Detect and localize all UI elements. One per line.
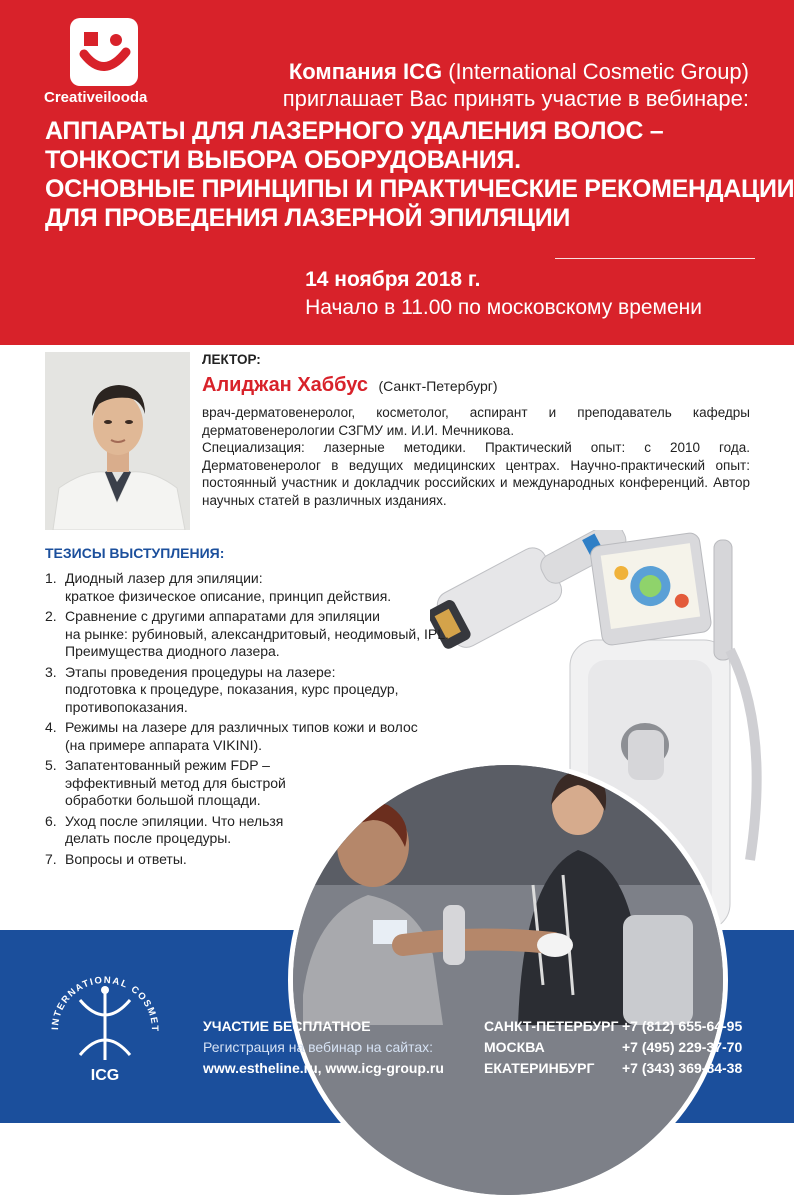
- item-text: Запатентованный режим FDP – эффективный метод для быстрой обработки большой площади.: [65, 757, 286, 808]
- item-text: Вопросы и ответы.: [65, 850, 187, 867]
- phones-list: [622, 1016, 742, 1079]
- icg-logo-icon: [40, 960, 170, 1090]
- company-name: Компания ICG: [288, 59, 443, 84]
- smile-logo-icon: [70, 18, 138, 86]
- item-text: Сравнение с другими аппаратами для эпиляции на рынке: рубиновый, александритовый, неодимовый, IPL. Преимущества диодного лазера.: [65, 608, 449, 659]
- item-text: Уход после эпиляции. Что нельзя делать после процедуры.: [65, 812, 284, 846]
- item-number: 7.: [45, 850, 57, 867]
- procedure-photo-icon: [293, 765, 723, 1195]
- emblem-abbr: ICG: [90, 1067, 120, 1084]
- title-line: ДЛЯ ПРОВЕДЕНИЯ ЛАЗЕРНОЙ ЭПИЛЯЦИИ: [45, 204, 571, 232]
- item-number: 5.: [45, 757, 57, 773]
- list-item: [45, 719, 465, 754]
- webinar-title: [45, 117, 794, 233]
- lecturer-photo: [45, 352, 190, 530]
- phone[interactable]: +7 (812) 655-64-95: [622, 1018, 743, 1034]
- company-invite: [283, 58, 749, 112]
- webinar-start-time: Начало в 11.00 по московскому времени: [305, 296, 702, 319]
- lecturer-label: ЛЕКТОР:: [202, 352, 261, 367]
- free-participation: УЧАСТИЕ БЕСПЛАТНОЕ: [203, 1018, 371, 1034]
- bio-paragraph: Специализация: лазерные методики. Практический опыт: с 2010 года. Дерматовенеролог в ведущих медицинских центрах. Научно-практический опыт: постоянный участник и докладчик российских и международных конференций. Автор научных статей в различных изданиях.: [202, 440, 750, 508]
- company-full-name: (International Cosmetic Group): [442, 59, 749, 84]
- invite-text: приглашает Вас принять участие в вебинаре:: [282, 86, 749, 111]
- theses-title: ТЕЗИСЫ ВЫСТУПЛЕНИЯ:: [45, 545, 225, 561]
- lecturer-name: Алиджан Хаббус: [202, 374, 368, 396]
- item-number: 2.: [45, 608, 57, 624]
- city: МОСКВА: [484, 1039, 545, 1055]
- procedure-photo: [288, 760, 728, 1200]
- title-line: ОСНОВНЫЕ ПРИНЦИПЫ И ПРАКТИЧЕСКИЕ РЕКОМЕНДАЦИИ: [45, 175, 794, 203]
- item-number: 6.: [45, 812, 57, 829]
- emblem-arc-text: INTERNATIONAL COSMET: [49, 974, 161, 1033]
- list-item: [45, 664, 465, 717]
- list-item: [45, 570, 465, 605]
- creativeilooda-logo: [70, 18, 138, 86]
- logo-text: Creativeilooda: [44, 89, 148, 106]
- item-text: Режимы на лазере для различных типов кожи и волос (на примере аппарата VIKINI).: [65, 719, 418, 753]
- list-item: [45, 608, 465, 661]
- item-number: 3.: [45, 663, 57, 680]
- item-number: 1.: [45, 570, 57, 586]
- item-text: Этапы проведения процедуры на лазере: подготовка к процедуре, показания, курс процедур, противопоказания.: [65, 663, 399, 715]
- webinar-date-block: [305, 266, 702, 322]
- bio-paragraph: врач-дерматовенеролог, косметолог, аспирант и преподаватель кафедры дерматовенерологии СЗГМУ им. И.И. Мечникова.: [202, 405, 750, 438]
- phone[interactable]: +7 (343) 369-84-38: [622, 1060, 743, 1076]
- lecturer-city: (Санкт-Петербург): [378, 378, 498, 394]
- divider: [555, 258, 755, 259]
- registration-sites[interactable]: www.estheline.ru, www.icg-group.ru: [203, 1060, 444, 1076]
- phone[interactable]: +7 (495) 229-37-70: [622, 1039, 743, 1055]
- svg-text:INTERNATIONAL COSMETIC GROUP: [40, 960, 160, 1033]
- title-line: АППАРАТЫ ДЛЯ ЛАЗЕРНОГО УДАЛЕНИЯ ВОЛОС –: [45, 117, 664, 145]
- item-number: 4.: [45, 719, 57, 735]
- registration-block: [203, 1016, 444, 1079]
- city: ЕКАТЕРИНБУРГ: [484, 1060, 595, 1076]
- item-text: Диодный лазер для эпиляции: краткое физическое описание, принцип действия.: [65, 570, 392, 604]
- city: САНКТ-ПЕТЕРБУРГ: [484, 1018, 619, 1034]
- webinar-date: 14 ноября 2018 г.: [305, 268, 481, 291]
- lecturer-name-row: [202, 374, 498, 397]
- registration-text: Регистрация на вебинар на сайтах:: [203, 1039, 434, 1055]
- cities-list: [484, 1016, 618, 1079]
- icg-emblem: [40, 960, 170, 1090]
- title-line: ТОНКОСТИ ВЫБОРА ОБОРУДОВАНИЯ.: [45, 146, 521, 174]
- lecturer-bio: [202, 404, 750, 509]
- lecturer-portrait-icon: [45, 352, 190, 530]
